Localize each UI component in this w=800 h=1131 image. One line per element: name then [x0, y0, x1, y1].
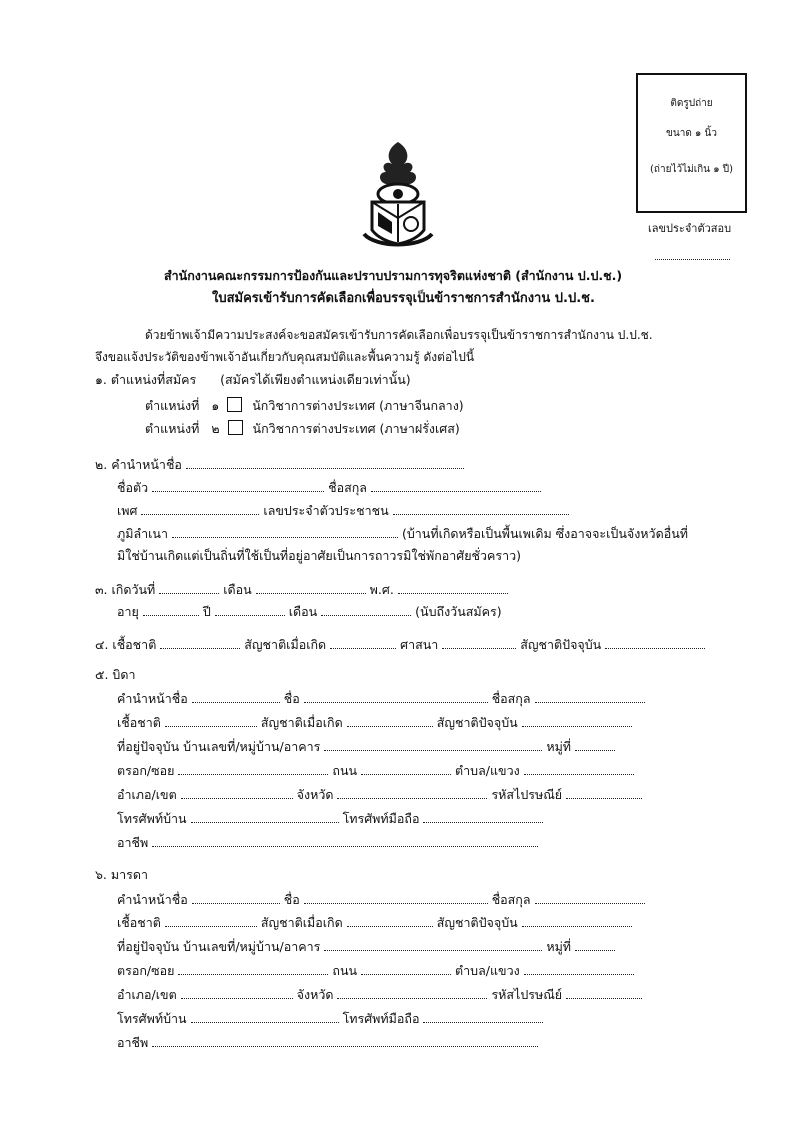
- hometown-note-1: (บ้านที่เกิดหรือเป็นพื้นเพเดิม ซึ่งอาจจะเป็นจังหวัดอื่นที่: [401, 526, 688, 541]
- section5-title: บิดา: [112, 667, 136, 682]
- mother-moo-field[interactable]: [575, 938, 615, 951]
- first-name-field[interactable]: [152, 479, 324, 492]
- mother-nationality-row: [117, 914, 632, 931]
- mother-race-label: เชื้อชาติ: [117, 915, 161, 930]
- father-address-row: [117, 738, 615, 755]
- father-race-field[interactable]: [165, 714, 257, 727]
- father-mobile-label: โทรศัพท์มือถือ: [342, 811, 420, 826]
- mother-name-field[interactable]: [304, 891, 488, 904]
- father-birth-nationality-label: สัญชาติเมื่อเกิด: [260, 715, 343, 730]
- exam-number-label: เลขประจำตัวสอบ: [648, 222, 732, 235]
- mother-name-row: [117, 891, 645, 908]
- mother-address-label: ที่อยู่ปัจจุบัน บ้านเลขที่/หมู่บ้าน/อาคาร: [117, 939, 321, 954]
- position-prefix: ตำแหน่งที่: [145, 421, 200, 436]
- mother-tambon-label: ตำบล/แขวง: [455, 963, 520, 978]
- position-number: ๑: [211, 398, 220, 413]
- mother-occupation-label: อาชีพ: [117, 1035, 149, 1050]
- mother-surname-field[interactable]: [535, 891, 645, 904]
- section6-heading: [95, 867, 148, 883]
- sex-field[interactable]: [141, 502, 259, 515]
- section2-prefix-row: [95, 456, 464, 473]
- mother-prefix-label: คำนำหน้าชื่อ: [117, 892, 188, 907]
- position-prefix: ตำแหน่งที่: [145, 398, 200, 413]
- photo-box-line1: ติดรูปถ่าย: [670, 98, 713, 109]
- father-prefix-field[interactable]: [192, 690, 280, 703]
- father-province-field[interactable]: [337, 786, 487, 799]
- position-2-label: นักวิชาการต่างประเทศ (ภาษาฝรั่งเศส): [252, 421, 460, 436]
- hometown-field[interactable]: [172, 525, 398, 538]
- born-day-field[interactable]: [159, 581, 219, 594]
- father-occupation-field[interactable]: [152, 834, 538, 847]
- father-road-field[interactable]: [361, 762, 451, 775]
- religion-field[interactable]: [442, 636, 516, 649]
- father-soi-label: ตรอก/ซอย: [117, 763, 175, 778]
- mother-amphoe-field[interactable]: [181, 986, 293, 999]
- mother-occupation-field[interactable]: [152, 1034, 538, 1047]
- current-nationality-label: สัญชาติปัจจุบัน: [520, 637, 602, 652]
- position-2-checkbox[interactable]: [228, 420, 243, 435]
- photo-box: [636, 73, 747, 213]
- father-tambon-label: ตำบล/แขวง: [455, 763, 520, 778]
- father-postcode-field[interactable]: [566, 786, 642, 799]
- father-amphoe-label: อำเภอ/เขต: [117, 787, 177, 802]
- id-number-label: เลขประจำตัวประชาชน: [263, 503, 389, 518]
- birthdate-row: [95, 581, 508, 598]
- age-months-label: เดือน: [288, 604, 318, 619]
- mother-birth-nationality-label: สัญชาติเมื่อเกิด: [260, 915, 343, 930]
- form-title: ใบสมัครเข้ารับการคัดเลือกเพื่อบรรจุเป็นข้าราชการสำนักงาน ป.ป.ช.: [212, 291, 595, 306]
- sex-label: เพศ: [117, 503, 138, 518]
- prefix-label: คำนำหน้าชื่อ: [111, 457, 182, 472]
- intro-line2: จึงขอแจ้งประวัติของข้าพเจ้าอันเกี่ยวกับคุณสมบัติและพื้นความรู้ ดังต่อไปนี้: [95, 350, 475, 364]
- father-name-label: ชื่อ: [283, 691, 300, 706]
- mother-home-phone-field[interactable]: [191, 1010, 339, 1023]
- mother-amphoe-label: อำเภอ/เขต: [117, 987, 177, 1002]
- mother-postcode-field[interactable]: [566, 986, 642, 999]
- mother-prefix-field[interactable]: [192, 891, 280, 904]
- mother-moo-label: หมู่ที่: [546, 939, 572, 954]
- first-name-label: ชื่อตัว: [117, 480, 149, 495]
- sex-id-row: [117, 502, 569, 519]
- mother-mobile-label: โทรศัพท์มือถือ: [342, 1011, 420, 1026]
- mother-phone-row: [117, 1010, 543, 1027]
- last-name-field[interactable]: [371, 479, 541, 492]
- father-current-nationality-field[interactable]: [522, 714, 632, 727]
- section5-heading: [95, 667, 136, 683]
- mother-province-field[interactable]: [337, 986, 487, 999]
- mother-current-nationality-field[interactable]: [522, 914, 632, 927]
- hometown-row: [117, 525, 688, 542]
- father-moo-field[interactable]: [575, 738, 615, 751]
- father-amphoe-field[interactable]: [181, 786, 293, 799]
- age-row: [117, 603, 502, 620]
- father-province-label: จังหวัด: [296, 787, 334, 802]
- father-birth-nationality-field[interactable]: [347, 714, 433, 727]
- age-label: อายุ: [117, 604, 139, 619]
- mother-address-row: [117, 938, 615, 955]
- father-address-label: ที่อยู่ปัจจุบัน บ้านเลขที่/หมู่บ้าน/อาคาร: [117, 739, 321, 754]
- section6-title: มารดา: [110, 867, 149, 882]
- birth-nationality-label: สัญชาติเมื่อเกิด: [244, 637, 327, 652]
- section4-number: ๔.: [95, 637, 109, 652]
- mother-name-label: ชื่อ: [283, 892, 300, 907]
- religion-label: ศาสนา: [400, 637, 439, 652]
- section6-number: ๖.: [95, 867, 107, 882]
- id-number-field[interactable]: [393, 502, 569, 515]
- last-name-label: ชื่อสกุล: [328, 480, 367, 495]
- photo-box-line3: (ถ่ายไว้ไม่เกิน ๑ ปี): [650, 164, 733, 175]
- father-occupation-row: [117, 834, 538, 851]
- born-month-label: เดือน: [223, 582, 252, 597]
- mother-postcode-label: รหัสไปรษณีย์: [491, 987, 563, 1002]
- father-surname-field[interactable]: [535, 690, 645, 703]
- mother-address-field[interactable]: [324, 938, 542, 951]
- mother-soi-field[interactable]: [178, 962, 328, 975]
- father-mobile-field[interactable]: [423, 810, 543, 823]
- race-field[interactable]: [160, 636, 240, 649]
- mother-birth-nationality-field[interactable]: [347, 914, 433, 927]
- position-number: ๒: [211, 421, 220, 436]
- current-nationality-field[interactable]: [605, 636, 705, 649]
- mother-soi-label: ตรอก/ซอย: [117, 963, 175, 978]
- mother-road-label: ถนน: [332, 963, 358, 978]
- age-years-label: ปี: [202, 604, 211, 619]
- mother-soi-row: [117, 962, 634, 979]
- mother-home-phone-label: โทรศัพท์บ้าน: [117, 1011, 187, 1026]
- position-1-label: นักวิชาการต่างประเทศ (ภาษาจีนกลาง): [252, 398, 464, 413]
- father-phone-row: [117, 810, 543, 827]
- father-home-phone-field[interactable]: [191, 810, 339, 823]
- exam-number-field[interactable]: [655, 245, 730, 264]
- photo-box-line2: ขนาด ๑ นิ้ว: [666, 128, 717, 139]
- age-months-field[interactable]: [215, 603, 285, 616]
- prefix-field[interactable]: [186, 456, 464, 469]
- age-note: (นับถึงวันสมัคร): [415, 604, 502, 619]
- born-day-label: เกิดวันที่: [111, 582, 156, 597]
- position-1-checkbox[interactable]: [227, 397, 242, 412]
- mother-race-field[interactable]: [165, 914, 257, 927]
- father-road-label: ถนน: [332, 763, 358, 778]
- name-row: [117, 479, 541, 496]
- section5-number: ๕.: [95, 667, 109, 682]
- born-year-field[interactable]: [398, 581, 508, 594]
- father-home-phone-label: โทรศัพท์บ้าน: [117, 811, 187, 826]
- position-option-1: [145, 397, 464, 414]
- mother-province-label: จังหวัด: [296, 987, 334, 1002]
- mother-surname-label: ชื่อสกุล: [491, 892, 531, 907]
- father-prefix-label: คำนำหน้าชื่อ: [117, 691, 188, 706]
- section1-title: ตำแหน่งที่สมัคร: [110, 372, 197, 387]
- born-year-label: พ.ศ.: [369, 582, 394, 597]
- father-race-label: เชื้อชาติ: [117, 715, 161, 730]
- father-tambon-field[interactable]: [524, 762, 634, 775]
- born-month-field[interactable]: [256, 581, 366, 594]
- intro-line1: ด้วยข้าพเจ้ามีความประสงค์จะขอสมัครเข้ารับการคัดเลือกเพื่อบรรจุเป็นข้าราชการสำนักงาน ป.ป.ช.: [145, 328, 653, 342]
- position-option-2: [145, 420, 460, 437]
- nacc-emblem-icon: [358, 138, 438, 253]
- father-name-field[interactable]: [304, 690, 488, 703]
- father-name-row: [117, 690, 645, 707]
- section3-number: ๓.: [95, 582, 108, 597]
- hometown-label: ภูมิลำเนา: [117, 526, 168, 541]
- birth-nationality-field[interactable]: [330, 636, 396, 649]
- mother-current-nationality-label: สัญชาติปัจจุบัน: [436, 915, 518, 930]
- father-surname-label: ชื่อสกุล: [491, 691, 531, 706]
- age-days-field[interactable]: [321, 603, 411, 616]
- race-label: เชื้อชาติ: [112, 637, 157, 652]
- mother-amphoe-row: [117, 986, 642, 1003]
- office-name: สำนักงานคณะกรรมการป้องกันและปราบปรามการทุจริตแห่งชาติ (สำนักงาน ป.ป.ช.): [164, 268, 623, 283]
- mother-tambon-field[interactable]: [524, 962, 634, 975]
- father-nationality-row: [117, 714, 632, 731]
- hometown-note-2: มิใช่บ้านเกิดแต่เป็นถิ่นที่ใช้เป็นที่อยู่อาศัยเป็นการถาวรมิใช่พักอาศัยชั่วคราว): [117, 548, 522, 563]
- father-current-nationality-label: สัญชาติปัจจุบัน: [436, 715, 518, 730]
- mother-mobile-field[interactable]: [423, 1010, 543, 1023]
- father-soi-field[interactable]: [178, 762, 328, 775]
- mother-occupation-row: [117, 1034, 538, 1051]
- age-years-field[interactable]: [143, 603, 199, 616]
- nationality-row: [95, 636, 705, 653]
- father-amphoe-row: [117, 786, 642, 803]
- father-postcode-label: รหัสไปรษณีย์: [491, 787, 563, 802]
- section1-number: ๑.: [95, 372, 107, 387]
- section1-note: (สมัครได้เพียงตำแหน่งเดียวเท่านั้น): [220, 372, 411, 387]
- mother-road-field[interactable]: [361, 962, 451, 975]
- father-occupation-label: อาชีพ: [117, 835, 149, 850]
- father-moo-label: หมู่ที่: [546, 739, 572, 754]
- section2-number: ๒.: [95, 457, 108, 472]
- father-soi-row: [117, 762, 634, 779]
- section1-heading: [95, 372, 411, 388]
- father-address-field[interactable]: [324, 738, 542, 751]
